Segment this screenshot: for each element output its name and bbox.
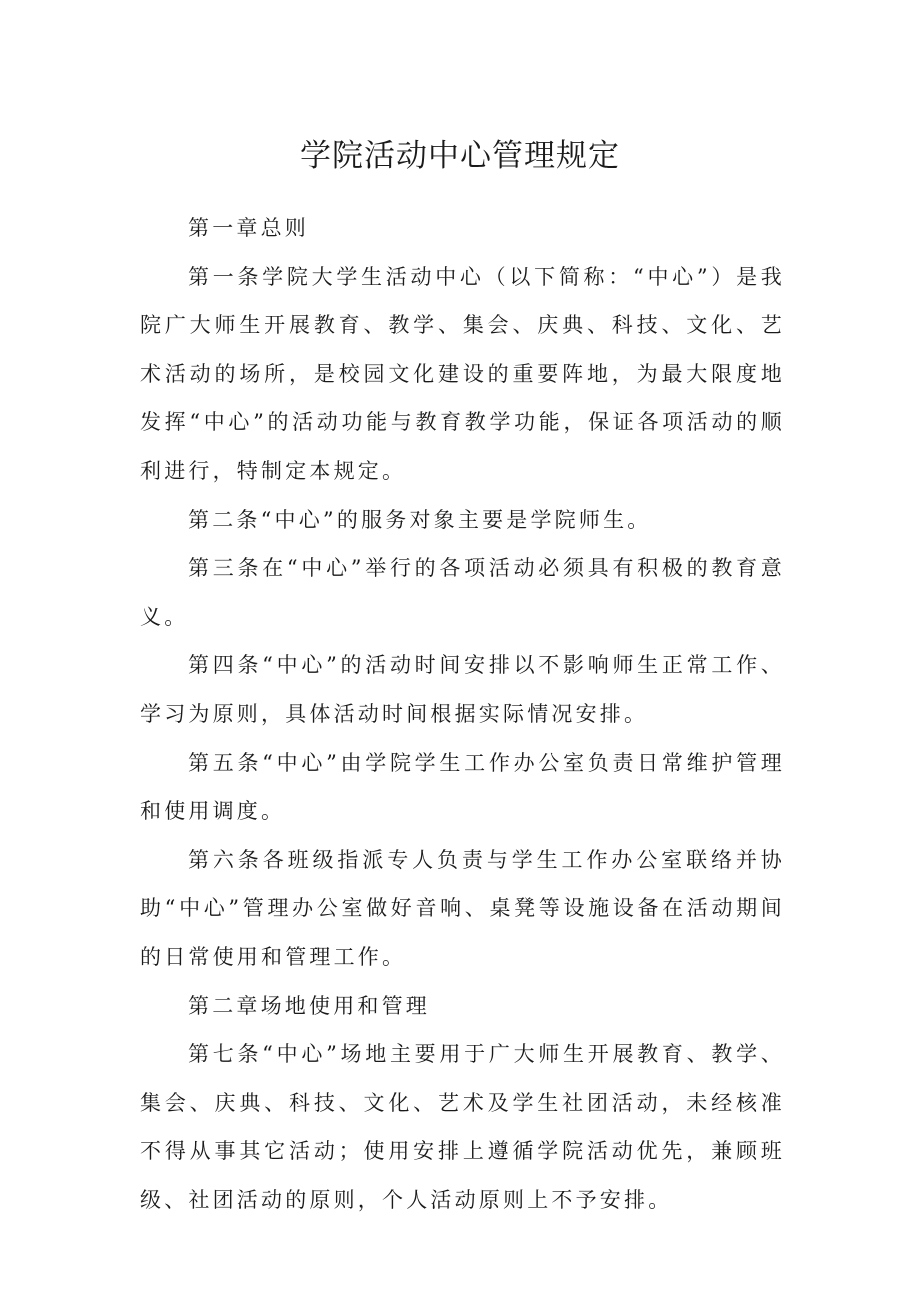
article-paragraph: 第七条“中心”场地主要用于广大师生开展教育、教学、集会、庆典、科技、文化、艺术及学生社团活动，未经核准不得从事其它活动；使用安排上遵循学院活动优先，兼顾班级、社团活动的原则，个人活动原则上不予安排。: [140, 1042, 785, 1212]
chapter-heading: 第二章场地使用和管理: [188, 993, 430, 1018]
article-paragraph: 第一条学院大学生活动中心（以下简称：“中心”）是我院广大师生开展教育、教学、集会、庆典、科技、文化、艺术活动的场所，是校园文化建设的重要阵地，为最大限度地发挥“中心”的活动功能与教育教学功能，保证各项活动的顺利进行，特制定本规定。: [140, 264, 785, 483]
article-paragraph: 第三条在“中心”举行的各项活动必须具有积极的教育意义。: [140, 556, 785, 629]
document-title: 学院活动中心管理规定: [300, 138, 620, 174]
chapter-heading: 第一章总则: [188, 216, 309, 240]
article-paragraph: 第五条“中心”由学院学生工作办公室负责日常维护管理和使用调度。: [140, 750, 785, 824]
article-paragraph: 第六条各班级指派专人负责与学生工作办公室联络并协助“中心”管理办公室做好音响、桌凳等设施设备在活动期间的日常使用和管理工作。: [140, 847, 785, 969]
article-paragraph: 第四条“中心”的活动时间安排以不影响师生正常工作、学习为原则，具体活动时间根据实际情况安排。: [140, 653, 785, 726]
article-paragraph: 第二条“中心”的服务对象主要是学院师生。: [188, 507, 652, 532]
document-body: [140, 204, 785, 1224]
